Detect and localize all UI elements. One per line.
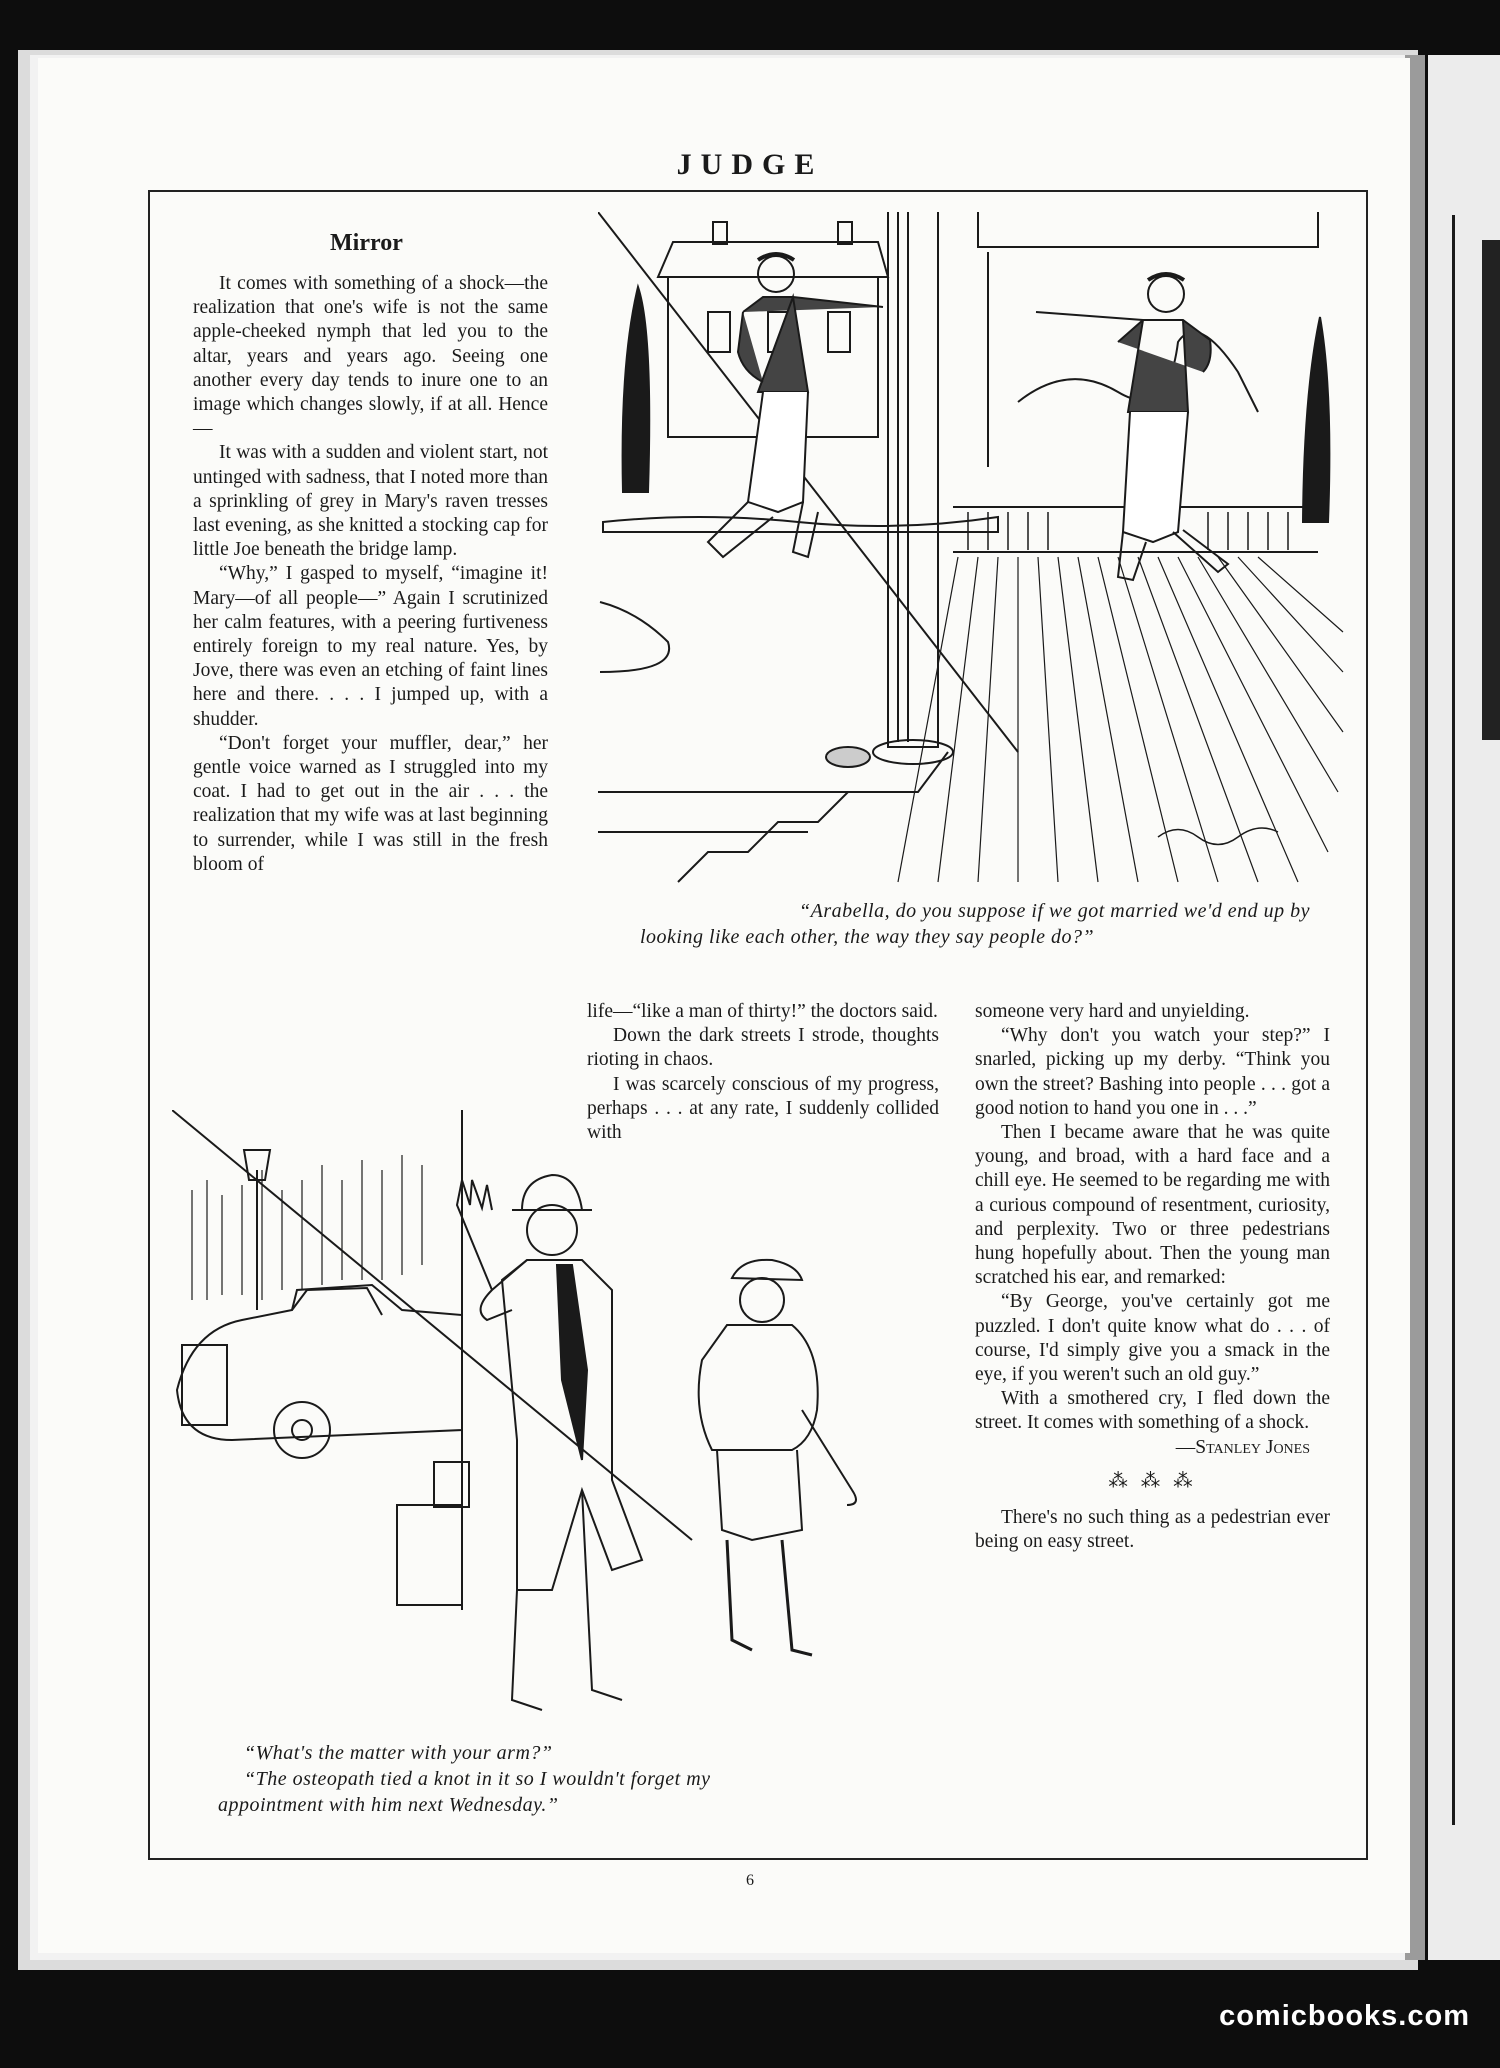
porch-cartoon-caption <box>640 898 1320 950</box>
paragraph: I was scarcely conscious of my progress, perhaps . . . at any rate, I suddenly collided with <box>587 1073 939 1144</box>
caption-line: looking like each other, the way they say people do?” <box>640 926 1095 948</box>
article-column-1 <box>193 272 548 877</box>
caption-line: appointment with him next Wednesday.” <box>218 1794 559 1816</box>
masthead: JUDGE <box>676 148 824 181</box>
paragraph: Down the dark streets I strode, thoughts rioting in chaos. <box>587 1025 939 1071</box>
paragraph: Then I became aware that he was quite young, and broad, with a hard face and a chill eye. He seemed to be regarding me with a curious compound of resentment, curiosity, and perplexity. Two or three pedestrians hung hopefully about. Then the young man scratched his ear, and remarked: <box>975 1122 1330 1289</box>
caption-line: “Arabella, do you suppose if we got married we'd end up by <box>798 900 1310 922</box>
paragraph: With a smothered cry, I fled down the street. It comes with something of a shock. <box>975 1388 1330 1434</box>
article-title: Mirror <box>330 230 403 256</box>
page-number: 6 <box>746 1872 754 1889</box>
paragraph: life—“like a man of thirty!” the doctors said. <box>587 1001 938 1022</box>
paragraph: It was with a sudden and violent start, not untinged with sadness, that I noted more than a sprinkling of grey in Mary's raven tresses last evening, as she knitted a stocking cap for little Joe beneath the bridge lamp. <box>193 442 548 561</box>
section-separator: ⁂ ⁂ ⁂ <box>1108 1470 1197 1492</box>
paragraph: It comes with something of a shock—the realization that one's wife is not the same apple-cheeked nymph that led you to the altar, years and years ago. Seeing one another every day tends to inure one to an image which changes slowly, if at all. Hence— <box>193 273 548 440</box>
street-cartoon <box>172 1110 942 1750</box>
paragraph: “By George, you've certainly got me puzzled. I don't quite know what do . . . of course, I'd simply give you a smack in the eye, if you weren't such an old guy.” <box>975 1291 1330 1386</box>
porch-cartoon <box>598 212 1348 892</box>
byline: —Stanley Jones <box>1175 1436 1310 1458</box>
street-cartoon-caption <box>218 1740 938 1818</box>
filler-paragraph: There's no such thing as a pedestrian ever being on easy street. <box>975 1507 1330 1553</box>
paragraph: “Why don't you watch your step?” I snarled, picking up my derby. “Think you own the street? Bashing into people . . . got a good notion to hand you one in . . .” <box>975 1025 1330 1119</box>
paragraph: “Don't forget your muffler, dear,” her gentle voice warned as I struggled into my coat. I had to get out in the air . . . the realization that my wife was at last beginning to surrender, while I was still in the fresh bloom of <box>193 732 548 875</box>
caption-line: “What's the matter with your arm?” <box>244 1742 553 1764</box>
caption-line: “The osteopath tied a knot in it so I wouldn't forget my <box>244 1768 711 1790</box>
next-page-dark-panel <box>1482 240 1500 740</box>
watermark: comicbooks.com <box>1219 2000 1470 2032</box>
paragraph: someone very hard and unyielding. <box>975 1001 1250 1022</box>
paragraph: “Why,” I gasped to myself, “imagine it! Mary—of all people—” Again I scrutinized her calm features, with a peering furtiveness entirely foreign to my real nature. Yes, by Jove, there was even an etching of faint lines here and there. . . . I jumped up, with a shudder. <box>193 563 548 730</box>
article-column-3 <box>975 1000 1330 1554</box>
